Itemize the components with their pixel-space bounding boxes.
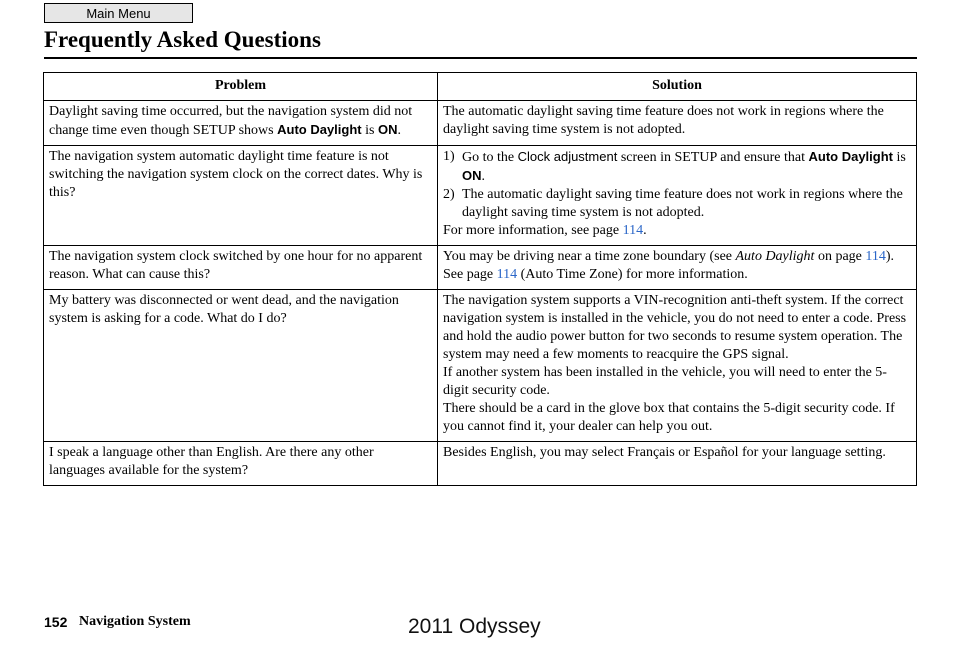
- solution-cell: [438, 101, 917, 146]
- problem-column-header: Problem: [44, 73, 438, 101]
- solution-text: The automatic daylight saving time feature does not work in regions where the daylight saving time system is not adopted.: [443, 104, 884, 137]
- problem-cell: [44, 246, 438, 290]
- solution-paragraph: The navigation system supports a VIN-recognition anti-theft system. If the correct navigation system is installed in the vehicle, you do not need to enter a code. Press and hold the audio power button for two seconds to resume system operation. The system may need a few moments to reacquire the GPS signal.: [443, 293, 907, 362]
- model-footer: 2011 Odyssey: [408, 615, 541, 638]
- solution-text: The automatic daylight saving time feature does not work in regions where the daylight saving time system is not adopted.: [462, 187, 903, 220]
- table-row: [44, 246, 917, 290]
- punctuation: .: [397, 123, 401, 138]
- problem-text: The navigation system clock switched by one hour for no apparent reason. What can cause this?: [49, 249, 423, 282]
- solution-paragraph: There should be a card in the glove box that contains the 5-digit security code. If you cannot find it, your dealer can help you out.: [443, 401, 895, 434]
- setting-term: Auto Daylight: [277, 122, 362, 137]
- problem-cell: [44, 290, 438, 442]
- faq-table: [43, 72, 917, 486]
- problem-text: My battery was disconnected or went dead, and the navigation system is asking for a code. What do I do?: [49, 293, 399, 326]
- table-row: [44, 146, 917, 246]
- problem-text: I speak a language other than English. Are there any other languages available for the system?: [49, 445, 374, 478]
- solution-text: (Auto Time Zone) for more information.: [520, 267, 748, 282]
- solution-text: on page: [817, 249, 862, 264]
- problem-cell: [44, 442, 438, 486]
- table-row: [44, 442, 917, 486]
- table-row: [44, 290, 917, 442]
- problem-text: Daylight saving time occurred, but the navigation system did not change time even though SETUP shows: [49, 104, 413, 138]
- list-item: [443, 186, 911, 222]
- solution-text: For more information, see page: [443, 223, 620, 238]
- problem-cell: [44, 146, 438, 246]
- solution-text: You may be driving near a time zone boundary (see: [443, 249, 732, 264]
- problem-cell: [44, 101, 438, 146]
- solution-text: screen in SETUP and ensure that: [620, 150, 805, 165]
- solution-text: ). See page: [443, 249, 895, 282]
- setting-value: ON: [377, 122, 398, 137]
- solution-text: Go to the: [462, 150, 515, 165]
- list-number: 2): [443, 187, 455, 202]
- setting-value: ON: [462, 168, 482, 183]
- solution-cell: [438, 442, 917, 486]
- cross-reference: Auto Daylight: [735, 249, 815, 264]
- solution-text: Besides English, you may select Français or Español for your language setting.: [443, 445, 886, 460]
- title-divider: [44, 57, 917, 59]
- screen-term: Clock adjustment: [517, 149, 618, 164]
- table-row: [44, 101, 917, 146]
- page-title: Frequently Asked Questions: [44, 27, 321, 52]
- page-link[interactable]: 114: [622, 223, 644, 238]
- punctuation: .: [481, 169, 485, 184]
- setting-term: Auto Daylight: [808, 149, 893, 164]
- list-number: 1): [443, 149, 455, 164]
- punctuation: .: [643, 223, 647, 238]
- problem-text: is: [365, 123, 375, 138]
- problem-text: The navigation system automatic daylight time feature is not switching the navigation system clock on the correct dates. Why is this?: [49, 149, 423, 200]
- page-number: 152: [44, 614, 68, 630]
- section-name: Navigation System: [79, 614, 191, 629]
- solution-cell: [438, 290, 917, 442]
- page-link[interactable]: 114: [865, 249, 886, 264]
- solution-cell: [438, 246, 917, 290]
- solution-column-header: Solution: [438, 73, 917, 101]
- page-link[interactable]: 114: [496, 267, 518, 282]
- more-info-line: [443, 222, 911, 240]
- solution-text: is: [896, 150, 906, 165]
- solution-cell: [438, 146, 917, 246]
- solution-paragraph: If another system has been installed in the vehicle, you will need to enter the 5-digit security code.: [443, 365, 887, 398]
- main-menu-button[interactable]: Main Menu: [44, 3, 193, 23]
- list-item: [443, 148, 911, 186]
- table-header-row: [44, 73, 917, 101]
